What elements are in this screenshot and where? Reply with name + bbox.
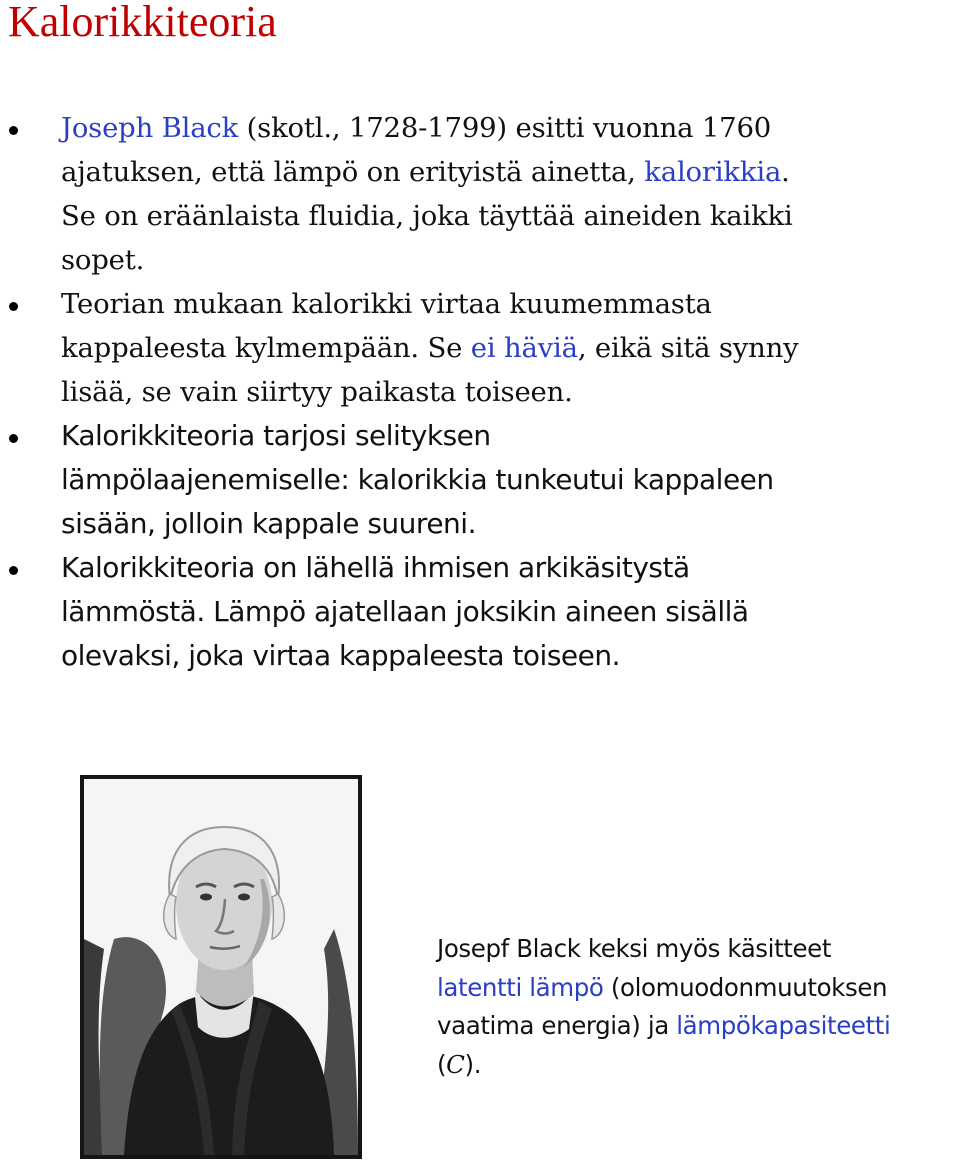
text-run: (skotl., 1728-1799) esitti vuonna 1760 bbox=[238, 112, 772, 144]
bullet-2-line-3: lisää, se vain siirtyy paikasta toiseen. bbox=[61, 376, 573, 408]
term-ei-havia: ei häviä bbox=[470, 332, 578, 364]
bullet-4-line-1: Kalorikkiteoria on lähellä ihmisen arkikäsitystä bbox=[61, 551, 690, 584]
text-run: kappaleesta kylmempään. Se bbox=[61, 332, 471, 364]
bullet-list bbox=[0, 106, 960, 678]
bullet-2-line-1: Teorian mukaan kalorikki virtaa kuumemmasta bbox=[61, 288, 712, 320]
caption-line-4 bbox=[437, 1046, 960, 1085]
text-run: ajatuksen, että lämpö on erityistä ainetta, bbox=[61, 156, 645, 188]
bullet-item-3 bbox=[0, 414, 960, 546]
bullet-3-line-3: sisään, jolloin kappale suureni. bbox=[61, 507, 476, 540]
portrait-caption bbox=[437, 930, 960, 1084]
bullet-item-2 bbox=[0, 282, 960, 414]
term-joseph-black: Joseph Black bbox=[61, 112, 239, 144]
bullet-item-4 bbox=[0, 546, 960, 678]
bullet-icon bbox=[9, 566, 18, 575]
caption-line-3 bbox=[437, 1007, 960, 1046]
bullet-icon bbox=[9, 434, 18, 443]
text-run: ). bbox=[464, 1049, 482, 1079]
bullet-1-line-2 bbox=[61, 150, 960, 194]
bullet-1-line-4: sopet. bbox=[61, 244, 145, 276]
symbol-c: C bbox=[446, 1049, 465, 1079]
portrait-illustration bbox=[84, 779, 358, 1155]
text-run: (olomuodonmuutoksen bbox=[603, 972, 888, 1002]
bullet-4-line-2: lämmöstä. Lämpö ajatellaan joksikin aineen sisällä bbox=[61, 595, 749, 628]
bullet-4-line-3: olevaksi, joka virtaa kappaleesta toiseen. bbox=[61, 639, 621, 672]
bullet-3-line-2: lämpölaajenemiselle: kalorikkia tunkeutui kappaleen bbox=[61, 463, 774, 496]
bullet-3-line-1: Kalorikkiteoria tarjosi selityksen bbox=[61, 419, 491, 452]
text-run: , eikä sitä synny bbox=[577, 332, 799, 364]
term-kalorikkia: kalorikkia bbox=[644, 156, 782, 188]
page-title: Kalorikkiteoria bbox=[8, 0, 277, 46]
bullet-item-1 bbox=[0, 106, 960, 282]
term-latentti-lampo: latentti lämpö bbox=[437, 972, 604, 1002]
bullet-1-line-1 bbox=[61, 106, 960, 150]
bullet-icon bbox=[9, 302, 18, 311]
bullet-2-line-2 bbox=[61, 326, 960, 370]
caption-line-1: Josepf Black keksi myös käsitteet bbox=[437, 934, 832, 963]
text-run: vaatima energia) ja bbox=[437, 1011, 677, 1040]
text-run: . bbox=[781, 156, 790, 188]
bullet-icon bbox=[9, 126, 18, 135]
portrait-image bbox=[80, 775, 362, 1159]
text-run: ( bbox=[437, 1049, 447, 1079]
caption-line-2 bbox=[437, 969, 960, 1008]
term-lampokapasiteetti: lämpökapasiteetti bbox=[676, 1011, 891, 1040]
bullet-1-line-3: Se on eräänlaista fluidia, joka täyttää aineiden kaikki bbox=[61, 200, 793, 232]
